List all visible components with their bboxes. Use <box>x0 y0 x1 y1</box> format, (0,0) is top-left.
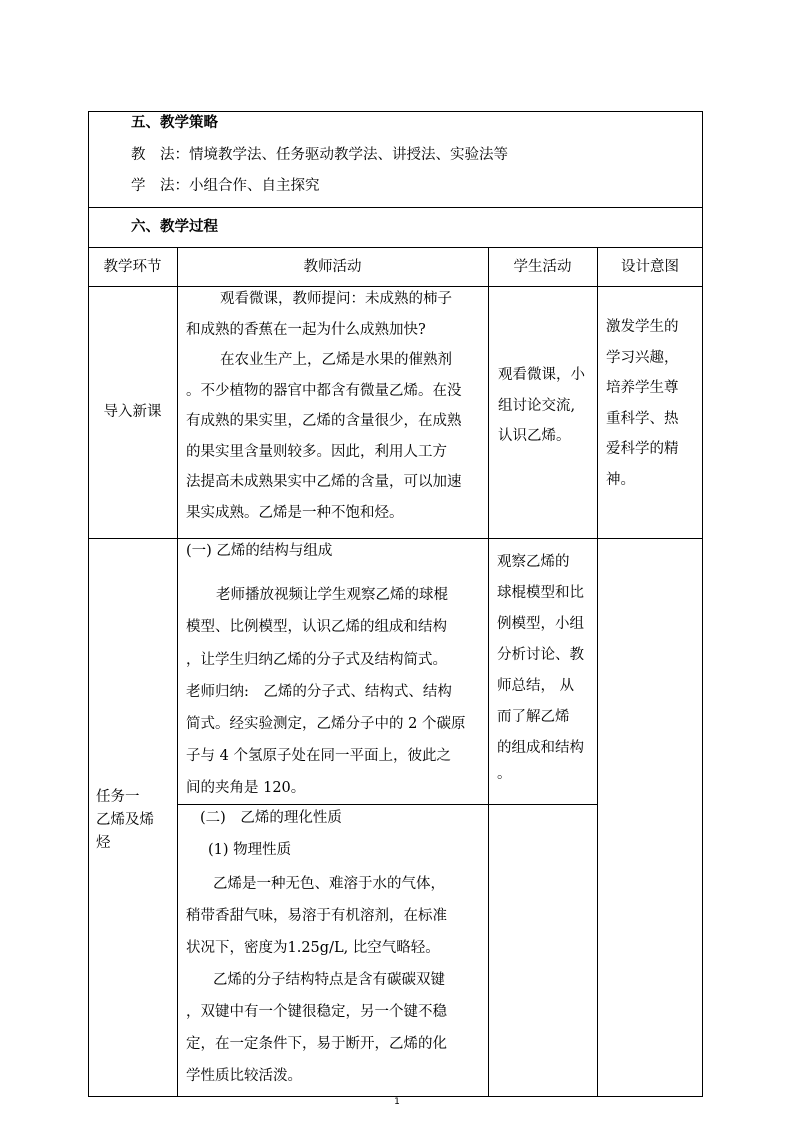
stage-task1-line: 乙烯及烯 <box>96 812 154 828</box>
part2-line: 乙烯是一种无色、难溶于水的气体， <box>213 876 445 892</box>
page-number: 1 <box>394 1097 400 1107</box>
part1-student-line: 师总结， 从 <box>497 678 575 694</box>
row-divider <box>88 207 703 208</box>
part1-student-line: 例模型，小组 <box>497 616 584 632</box>
part2-title: (二) 乙烯的理化性质 <box>200 810 342 826</box>
teacher-line: 观看微课，教师提问：未成熟的柿子 <box>220 291 452 307</box>
part2-line: 乙烯的分子结构特点是含有碳碳双键 <box>213 972 445 988</box>
design-line: 神。 <box>606 472 635 488</box>
part1-student-line: 。 <box>497 766 512 782</box>
header-stage: 教学环节 <box>103 259 162 275</box>
part2-line: ，双键中有一个键很稳定，另一个键不稳 <box>186 1004 447 1020</box>
part2-subtitle: (1) 物理性质 <box>208 842 292 858</box>
part2-line: 学性质比较活泼。 <box>186 1068 302 1084</box>
part1-student-line: 分析讨论、教 <box>497 647 584 663</box>
student-line: 组讨论交流, <box>498 398 576 414</box>
teacher-line: 法提高未成熟果实中乙烯的含量，可以加速 <box>186 474 462 490</box>
header-student: 学生活动 <box>513 259 572 275</box>
teacher-line: 和成熟的香蕉在一起为什么成熟加快? <box>186 322 426 338</box>
part1-line: 间的夹角是 120。 <box>186 780 306 796</box>
design-line: 激发学生的 <box>606 319 679 335</box>
teacher-line: 果实成熟。乙烯是一种不饱和烃。 <box>186 505 404 521</box>
header-teacher: 教师活动 <box>303 259 362 275</box>
learning-method: 学 法：小组合作、自主探究 <box>131 178 320 194</box>
part1-student-line: 球棍模型和比 <box>497 585 584 601</box>
design-line: 重科学、热 <box>606 411 679 427</box>
design-line: 爱科学的精 <box>606 441 679 457</box>
part2-line: 状况下，密度为1.25g/L, 比空气略轻。 <box>186 940 440 956</box>
part1-title: (一) 乙烯的结构与组成 <box>186 543 333 559</box>
stage-task1-line: 烃 <box>96 835 111 851</box>
part1-student-line: 观察乙烯的 <box>497 554 570 570</box>
design-line: 培养学生尊 <box>606 380 679 396</box>
part1-student-line: 而了解乙烯 <box>497 709 570 725</box>
student-line: 认识乙烯。 <box>498 428 571 444</box>
header-design: 设计意图 <box>621 259 679 275</box>
column-divider <box>597 247 598 1097</box>
teaching-method: 教 法：情境教学法、任务驱动教学法、讲授法、实验法等 <box>131 147 508 163</box>
stage-task1-line: 任务一 <box>96 789 140 805</box>
part1-line: 老师播放视频让学生观察乙烯的球棍 <box>216 587 448 603</box>
part1-line: 简式。经实验测定，乙烯分子中的 2 个碳原 <box>186 716 466 732</box>
part1-line: 老师归纳: 乙烯的分子式、结构式、结构 <box>186 684 452 700</box>
section5-heading: 五、教学策略 <box>131 115 218 131</box>
part1-student-line: 的组成和结构 <box>497 740 584 756</box>
student-line: 观看微课，小 <box>498 367 585 383</box>
part1-line: 子与 4 个氢原子处在同一平面上，彼此之 <box>186 748 451 764</box>
teacher-line: 的果实里含量则较多。因此，利用人工方 <box>186 444 447 460</box>
column-divider <box>488 247 489 1097</box>
part2-line: 稍带香甜气味，易溶于有机溶剂，在标准 <box>186 908 447 924</box>
part1-line: 模型、比例模型，认识乙烯的组成和结构 <box>186 619 447 635</box>
column-divider <box>177 247 178 1097</box>
stage-intro: 导入新课 <box>103 404 162 420</box>
row-divider <box>88 247 703 248</box>
part2-line: 定，在一定条件下，易于断开，乙烯的化 <box>186 1036 447 1052</box>
row-divider <box>88 538 703 539</box>
part1-line: ，让学生归纳乙烯的分子式及结构简式。 <box>186 652 447 668</box>
teacher-line: 。不少植物的器官中都含有微量乙烯。在没 <box>186 383 462 399</box>
section6-heading: 六、教学过程 <box>131 219 218 235</box>
teacher-line: 在农业生产上，乙烯是水果的催熟剂 <box>220 352 452 368</box>
teacher-line: 有成熟的果实里，乙烯的含量很少，在成熟 <box>186 413 462 429</box>
design-line: 学习兴趣， <box>606 350 679 366</box>
